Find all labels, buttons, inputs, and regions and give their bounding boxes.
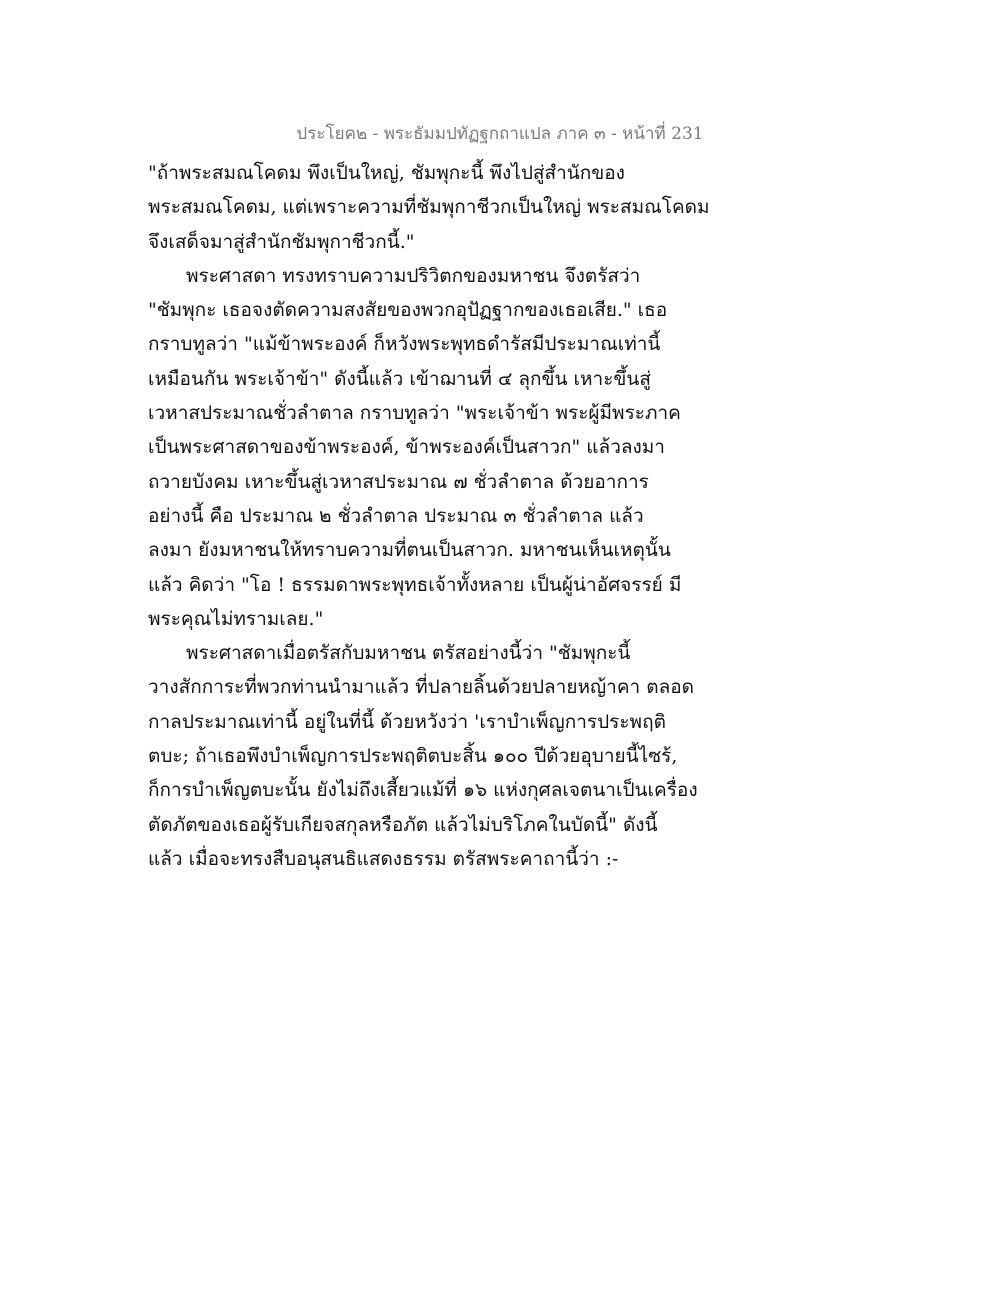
text-line: แล้ว คิดว่า "โอ ! ธรรมดาพระพุทธเจ้าทั้งหลาย เป็นผู้น่าอัศจรรย์ มี — [148, 573, 682, 596]
text-line: ตัดภัตของเธอผู้รับเกียจสกุลหรือภัต แล้วไม่บริโภคในบัดนี้" ดังนี้ — [148, 813, 658, 836]
paragraph-3 — [148, 636, 708, 876]
text-line: เป็นพระศาสดาของข้าพระองค์, ข้าพระองค์เป็นสาวก" แล้วลงมา — [148, 436, 665, 459]
text-line: กราบทูลว่า "แม้ข้าพระองค์ ก็หวังพระพุทธดำรัสมีประมาณเท่านี้ — [148, 333, 661, 356]
text-line: จึงเสด็จมาสู่สำนักชัมพุกาชีวกนี้." — [148, 230, 415, 253]
text-line: พระคุณไม่ทรามเลย." — [148, 607, 324, 630]
running-header: ประโยค๒ - พระธัมมปทัฏฐกถาแปล ภาค ๓ - หน้าที่ 231 — [296, 124, 704, 144]
text-line: "ถ้าพระสมณโคดม พึงเป็นใหญ่, ชัมพุกะนี้ พึงไปสู่สำนักของ — [148, 162, 625, 184]
text-line: ถวายบังคม เหาะขึ้นสู่เวหาสประมาณ ๗ ชั่วลำตาล ด้วยอาการ — [148, 470, 649, 493]
text-line: เหมือนกัน พระเจ้าข้า" ดังนี้แล้ว เข้าฌานที่ ๔ ลุกขึ้น เหาะขึ้นสู่ — [148, 367, 651, 390]
text-line: วางสักการะที่พวกท่านนำมาแล้ว ที่ปลายลิ้นด้วยปลายหญ้าคา ตลอด — [148, 676, 694, 699]
text-line: เวหาสประมาณชั่วลำตาล กราบทูลว่า "พระเจ้าข้า พระผู้มีพระภาค — [148, 402, 681, 425]
text-line: ตบะ; ถ้าเธอพึงบำเพ็ญการประพฤติตบะสิ้น ๑๐๐ ปีด้วยอุบายนี้ไซร้, — [148, 745, 678, 768]
text-line: แล้ว เมื่อจะทรงสืบอนุสนธิแสดงธรรม ตรัสพระคาถานี้ว่า :- — [148, 847, 619, 870]
text-line: ก็การบำเพ็ญตบะนั้น ยังไม่ถึงเสี้ยวแม้ที่ ๑๖ แห่งกุศลเจตนาเป็นเครื่อง — [148, 779, 698, 802]
text-line: อย่างนี้ คือ ประมาณ ๒ ชั่วลำตาล ประมาณ ๓ ชั่วลำตาล แล้ว — [148, 504, 644, 527]
body-text — [148, 156, 708, 876]
text-line: ลงมา ยังมหาชนให้ทราบความที่ตนเป็นสาวก. มหาชนเห็นเหตุนั้น — [148, 539, 671, 562]
text-line: "ชัมพุกะ เธอจงตัดความสงสัยของพวกอุปัฏฐากของเธอเสีย." เธอ — [148, 299, 668, 322]
text-line: พระศาสดาเมื่อตรัสกับมหาชน ตรัสอย่างนี้ว่า "ชัมพุกะนี้ — [186, 642, 631, 665]
text-line: กาลประมาณเท่านี้ อยู่ในที่นี้ ด้วยหวังว่า 'เราบำเพ็ญการประพฤติ — [148, 710, 666, 733]
text-line: พระศาสดา ทรงทราบความปริวิตกของมหาชน จึงตรัสว่า — [186, 264, 641, 287]
paragraph-1 — [148, 156, 708, 259]
text-line: พระสมณโคดม, แต่เพราะความที่ชัมพุกาชีวกเป็นใหญ่ พระสมณโคดม — [148, 196, 710, 219]
paragraph-2 — [148, 259, 708, 636]
